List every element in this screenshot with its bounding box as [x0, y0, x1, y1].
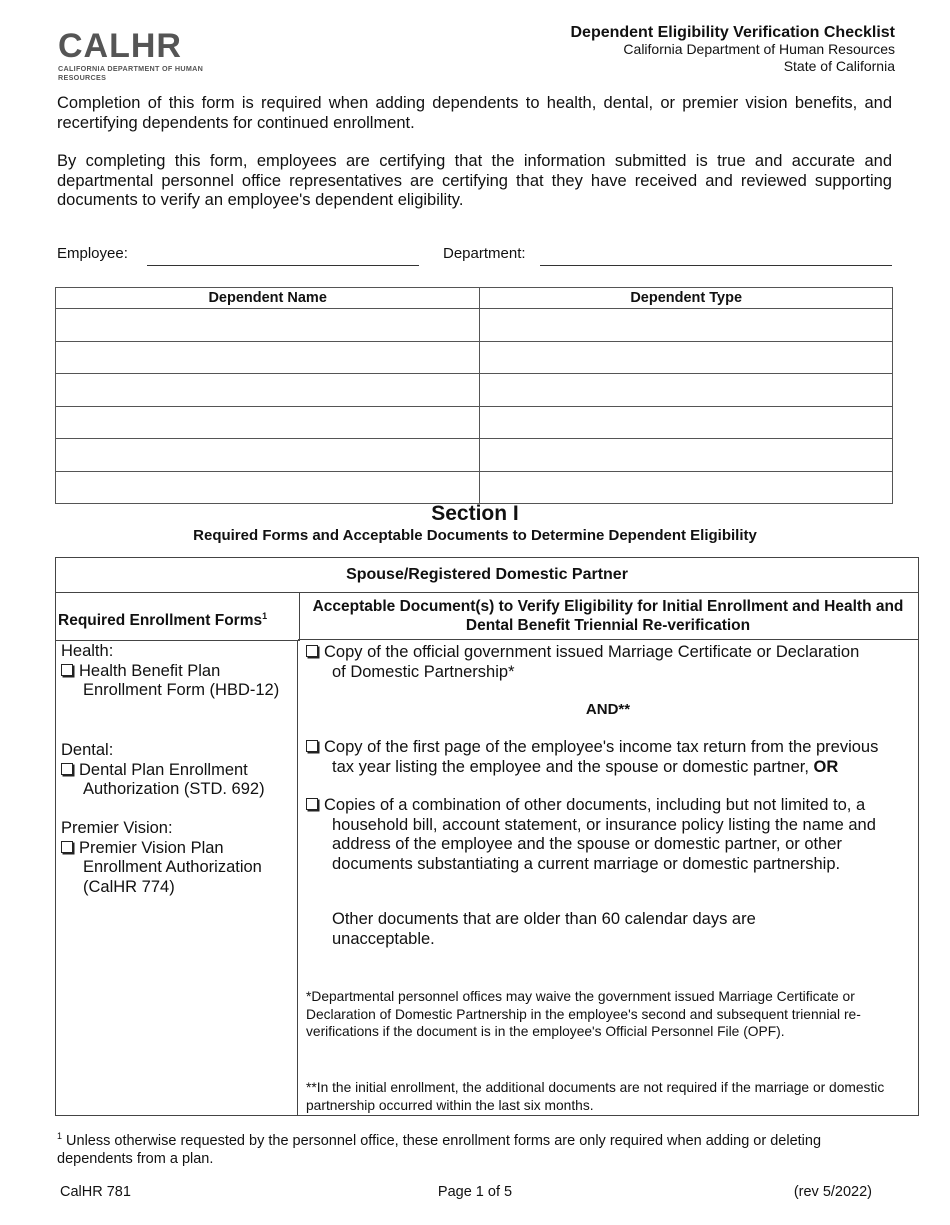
page-number: Page 1 of 5 [437, 1184, 513, 1200]
dependents-table [55, 287, 893, 504]
checkbox[interactable] [61, 664, 73, 676]
table-row [56, 374, 893, 407]
dependent-name-cell[interactable] [56, 341, 480, 374]
state-name: State of California [783, 58, 895, 74]
table-row [56, 406, 893, 439]
dependent-type-cell[interactable] [480, 341, 893, 374]
form-number: CalHR 781 [60, 1184, 131, 1200]
doc-marriage-certificate: Copy of the official government issued Marriage Certificate or Declaration of Domestic Partnership* [306, 643, 872, 682]
dependent-name-cell[interactable] [56, 439, 480, 472]
calhr-logo [58, 27, 243, 82]
section-subtitle: Required Forms and Acceptable Documents to Determine Dependent Eligibility [193, 527, 757, 544]
dependent-type-cell[interactable] [480, 406, 893, 439]
dependent-name-cell[interactable] [56, 406, 480, 439]
checkbox[interactable] [306, 645, 318, 657]
dependent-type-cell[interactable] [480, 471, 893, 504]
page-footnote: $^1$ Unless otherwise requested by the personnel office, these enrollment forms are only required when adding or deleting dependents from a plan. [57, 1131, 822, 1167]
doc-tax-return: Copy of the first page of the employee's income tax return from the previous tax year listing the employee and the spouse or domestic partner, OR [306, 738, 892, 777]
health-forms: Health: Health Benefit Plan Enrollment Form (HBD-12) [61, 642, 280, 699]
and-label: AND** [585, 701, 631, 718]
checkbox[interactable] [306, 798, 318, 810]
dependent-name-cell[interactable] [56, 374, 480, 407]
section-title: Section I [431, 502, 519, 525]
document-header [570, 24, 895, 75]
dependent-name-cell[interactable] [56, 471, 480, 504]
intro-paragraph-1: Completion of this form is required when adding dependents to health, dental, or premier vision benefits, and recertifying dependents for continued enrollment. [57, 94, 892, 132]
document-title: Dependent Eligibility Verification Checklist [570, 24, 895, 41]
table-row [56, 439, 893, 472]
doc-other-documents: Copies of a combination of other documents, including but not limited to, a household bill, account statement, or insurance policy listing the name and address of the employee and the spouse or domestic partner, or other documents substantiating a current marriage or domestic partnership. [306, 796, 898, 874]
dependent-type-header: Dependent Type [480, 288, 893, 309]
footnote-initial-enrollment: **In the initial enrollment, the additional documents are not required if the marriage or domestic partnership occurred within the last six months. [306, 1080, 885, 1113]
checkbox[interactable] [306, 740, 318, 752]
dependent-name-header: Dependent Name [56, 288, 480, 309]
checkbox[interactable] [61, 841, 73, 853]
table-title: Spouse/Registered Domestic Partner [56, 558, 918, 593]
dependent-type-cell[interactable] [480, 309, 893, 342]
employee-field[interactable] [147, 265, 419, 266]
logo-subtext: CALIFORNIA DEPARTMENT OF HUMAN RESOURCES [58, 64, 204, 82]
checkbox[interactable] [61, 763, 73, 775]
table-row [56, 341, 893, 374]
age-note: Other documents that are older than 60 calendar days are unacceptable. [332, 910, 756, 948]
vision-forms: Premier Vision: Premier Vision Plan Enrollment Authorization (CalHR 774) [61, 819, 262, 896]
eligibility-table [55, 557, 919, 1116]
required-forms-header: Required Enrollment Forms$^1$ [56, 593, 300, 641]
dependent-name-cell[interactable] [56, 309, 480, 342]
dependent-type-cell[interactable] [480, 374, 893, 407]
acceptable-docs-header: Acceptable Document(s) to Verify Eligibility for Initial Enrollment and Health and Dental Benefit Triennial Re-verification [298, 593, 918, 640]
intro-paragraph-2: By completing this form, employees are certifying that the information submitted is true and accurate and departmental personnel office representatives are certifying that they have received and reviewed supporting documents to verify an employee's dependent eligibility. [57, 152, 892, 209]
org-name: California Department of Human Resources [623, 41, 895, 57]
table-row [56, 309, 893, 342]
revision-date: (rev 5/2022) [793, 1184, 872, 1200]
footnote-waiver: *Departmental personnel offices may waive the government issued Marriage Certificate or Declaration of Domestic Partnership in the employee's second and subsequent triennial re-verifications if the document is in the employee's Official Personnel File (OPF). [306, 989, 861, 1039]
employee-label: Employee: [57, 245, 128, 262]
table-row [56, 471, 893, 504]
dental-forms: Dental: Dental Plan Enrollment Authorization (STD. 692) [61, 741, 265, 798]
logo-text: CALHR [58, 27, 182, 65]
dependent-type-cell[interactable] [480, 439, 893, 472]
department-label: Department: [443, 245, 526, 262]
department-field[interactable] [540, 265, 892, 266]
